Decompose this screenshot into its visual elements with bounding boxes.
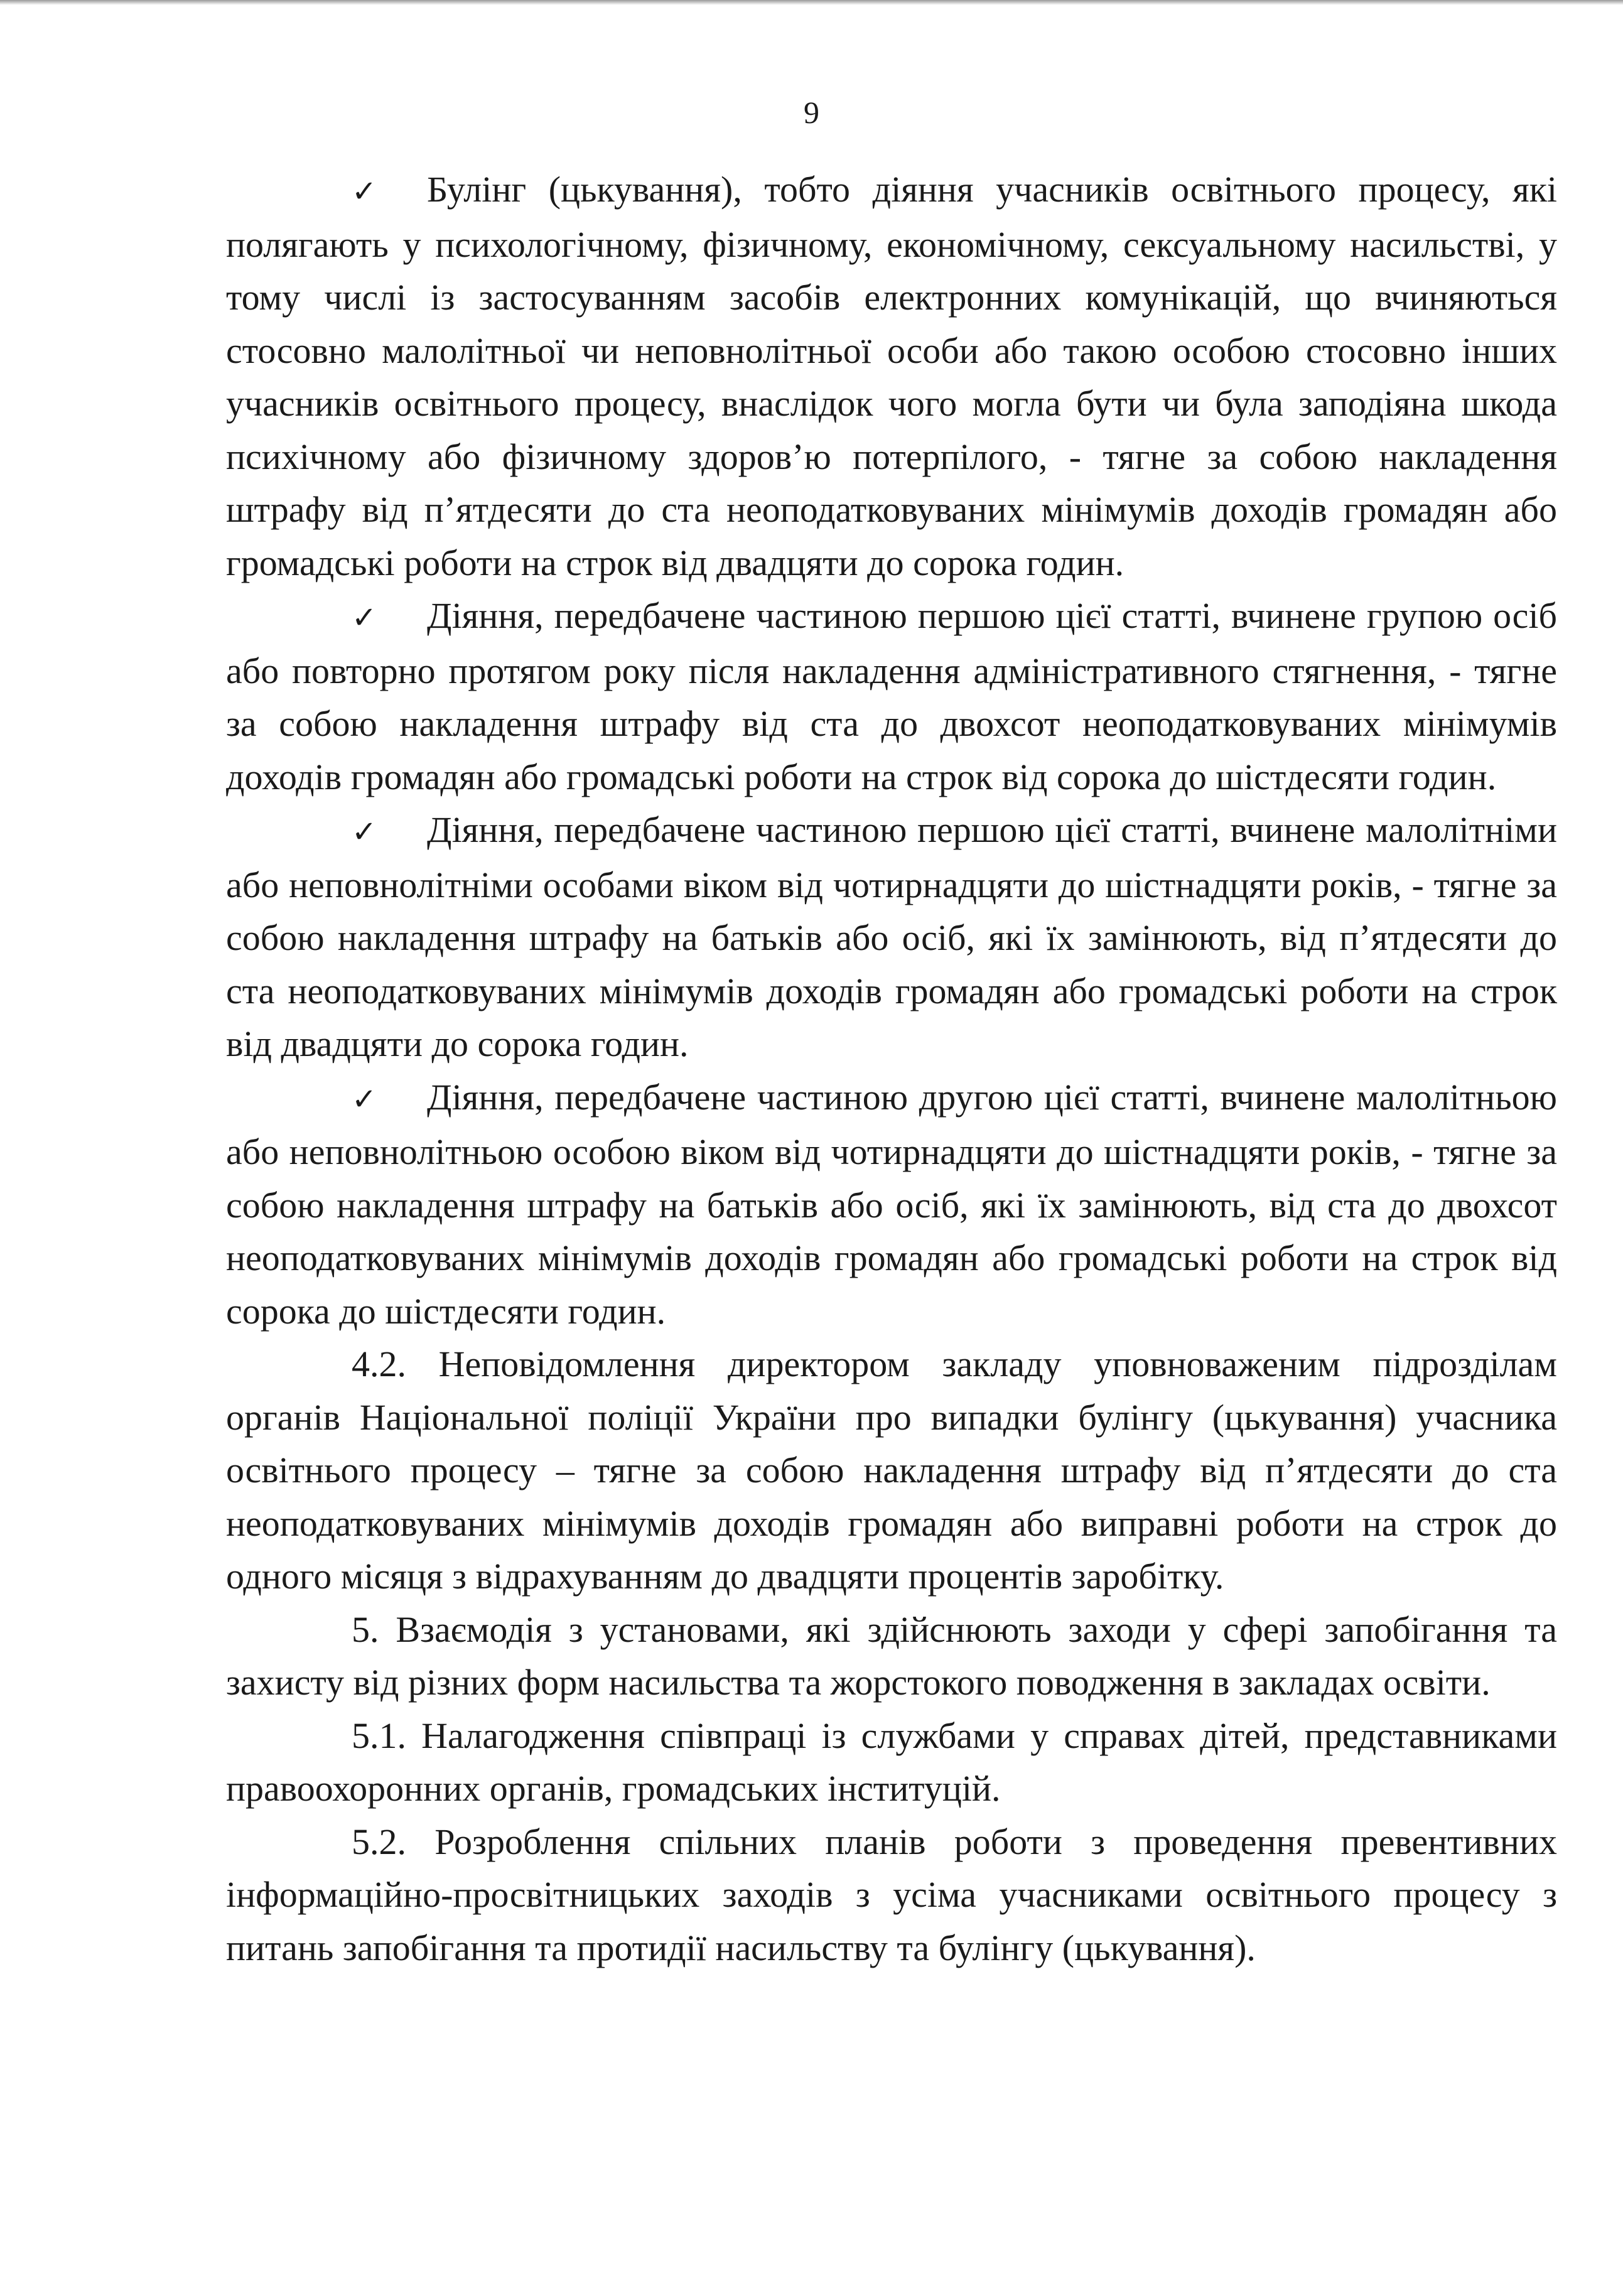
paragraph-text: 5. Взаємодія з установами, які здійснюють заходи у сфері запобігання та захисту від різних форм насильства та жорстокого поводження в закладах освіти. xyxy=(226,1609,1557,1703)
paragraph-4-2 xyxy=(226,1338,1557,1603)
scan-edge xyxy=(0,0,1623,5)
paragraph-text: 5.2. Розроблення спільних планів роботи з проведення превентивних інформаційно-просвітницьких заходів з усіма учасниками освітнього процесу з питань запобігання та протидії насильству та булінгу (цькування). xyxy=(226,1821,1557,1968)
paragraph-group-repeat xyxy=(226,590,1557,804)
check-icon: ✓ xyxy=(352,600,377,635)
paragraph-5 xyxy=(226,1603,1557,1710)
check-icon: ✓ xyxy=(352,1081,377,1117)
paragraph-5-2 xyxy=(226,1816,1557,1975)
document-body xyxy=(226,163,1557,1975)
paragraph-text: Булінг (цькування), тобто діяння учасників освітнього процесу, які полягають у психологічному, фізичному, економічному, сексуальному насильстві, у тому числі із застосуванням засобів електронних комунікацій, що вчиняються стосовно малолітньої чи неповнолітньої особи або такою особою стосовно інших учасників освітнього процесу, внаслідок чого могла бути чи була заподіяна шкода психічному або фізичному здоров’ю потерпілого, - тягне за собою накладення штрафу від п’ятдесяти до ста неоподатковуваних мінімумів доходів громадян або громадські роботи на строк від двадцяти до сорока годин. xyxy=(226,169,1557,583)
paragraph-text: 4.2. Неповідомлення директором закладу уповноваженим підрозділам органів Національної поліції України про випадки булінгу (цькування) учасника освітнього процесу – тягне за собою накладення штрафу від п’ятдесяти до ста неоподатковуваних мінімумів доходів громадян або виправні роботи на строк до одного місяця з відрахуванням до двадцяти процентів заробітку. xyxy=(226,1344,1557,1597)
check-icon: ✓ xyxy=(352,814,377,849)
paragraph-minors-first xyxy=(226,804,1557,1071)
paragraph-text: Діяння, передбачене частиною першою цієї статті, вчинене малолітніми або неповнолітніми особами віком від чотирнадцяти до шістнадцяти років, - тягне за собою накладення штрафу на батьків або осіб, які їх замінюють, від п’ятдесяти до ста неоподатковуваних мінімумів доходів громадян або громадські роботи на строк від двадцяти до сорока годин. xyxy=(226,809,1557,1064)
page-number: 9 xyxy=(804,95,819,130)
paragraph-text: Діяння, передбачене частиною другою цієї статті, вчинене малолітньою або неповнолітньою особою віком від чотирнадцяти до шістнадцяти років, - тягне за собою накладення штрафу на батьків або осіб, які їх замінюють, від ста до двохсот неоподатковуваних мінімумів доходів громадян або громадські роботи на строк від сорока до шістдесяти годин. xyxy=(226,1076,1557,1332)
check-icon: ✓ xyxy=(352,174,377,209)
paragraph-text: Діяння, передбачене частиною першою цієї статті, вчинене групою осіб або повторно протягом року після накладення адміністративного стягнення, - тягне за собою накладення штрафу від ста до двохсот неоподатковуваних мінімумів доходів громадян або громадські роботи на строк від сорока до шістдесяти годин. xyxy=(226,595,1557,797)
paragraph-minors-second xyxy=(226,1071,1557,1339)
paragraph-5-1 xyxy=(226,1710,1557,1816)
paragraph-bullying xyxy=(226,163,1557,590)
paragraph-text: 5.1. Налагодження співпраці із службами у справах дітей, представниками правоохоронних органів, громадських інституцій. xyxy=(226,1715,1557,1809)
